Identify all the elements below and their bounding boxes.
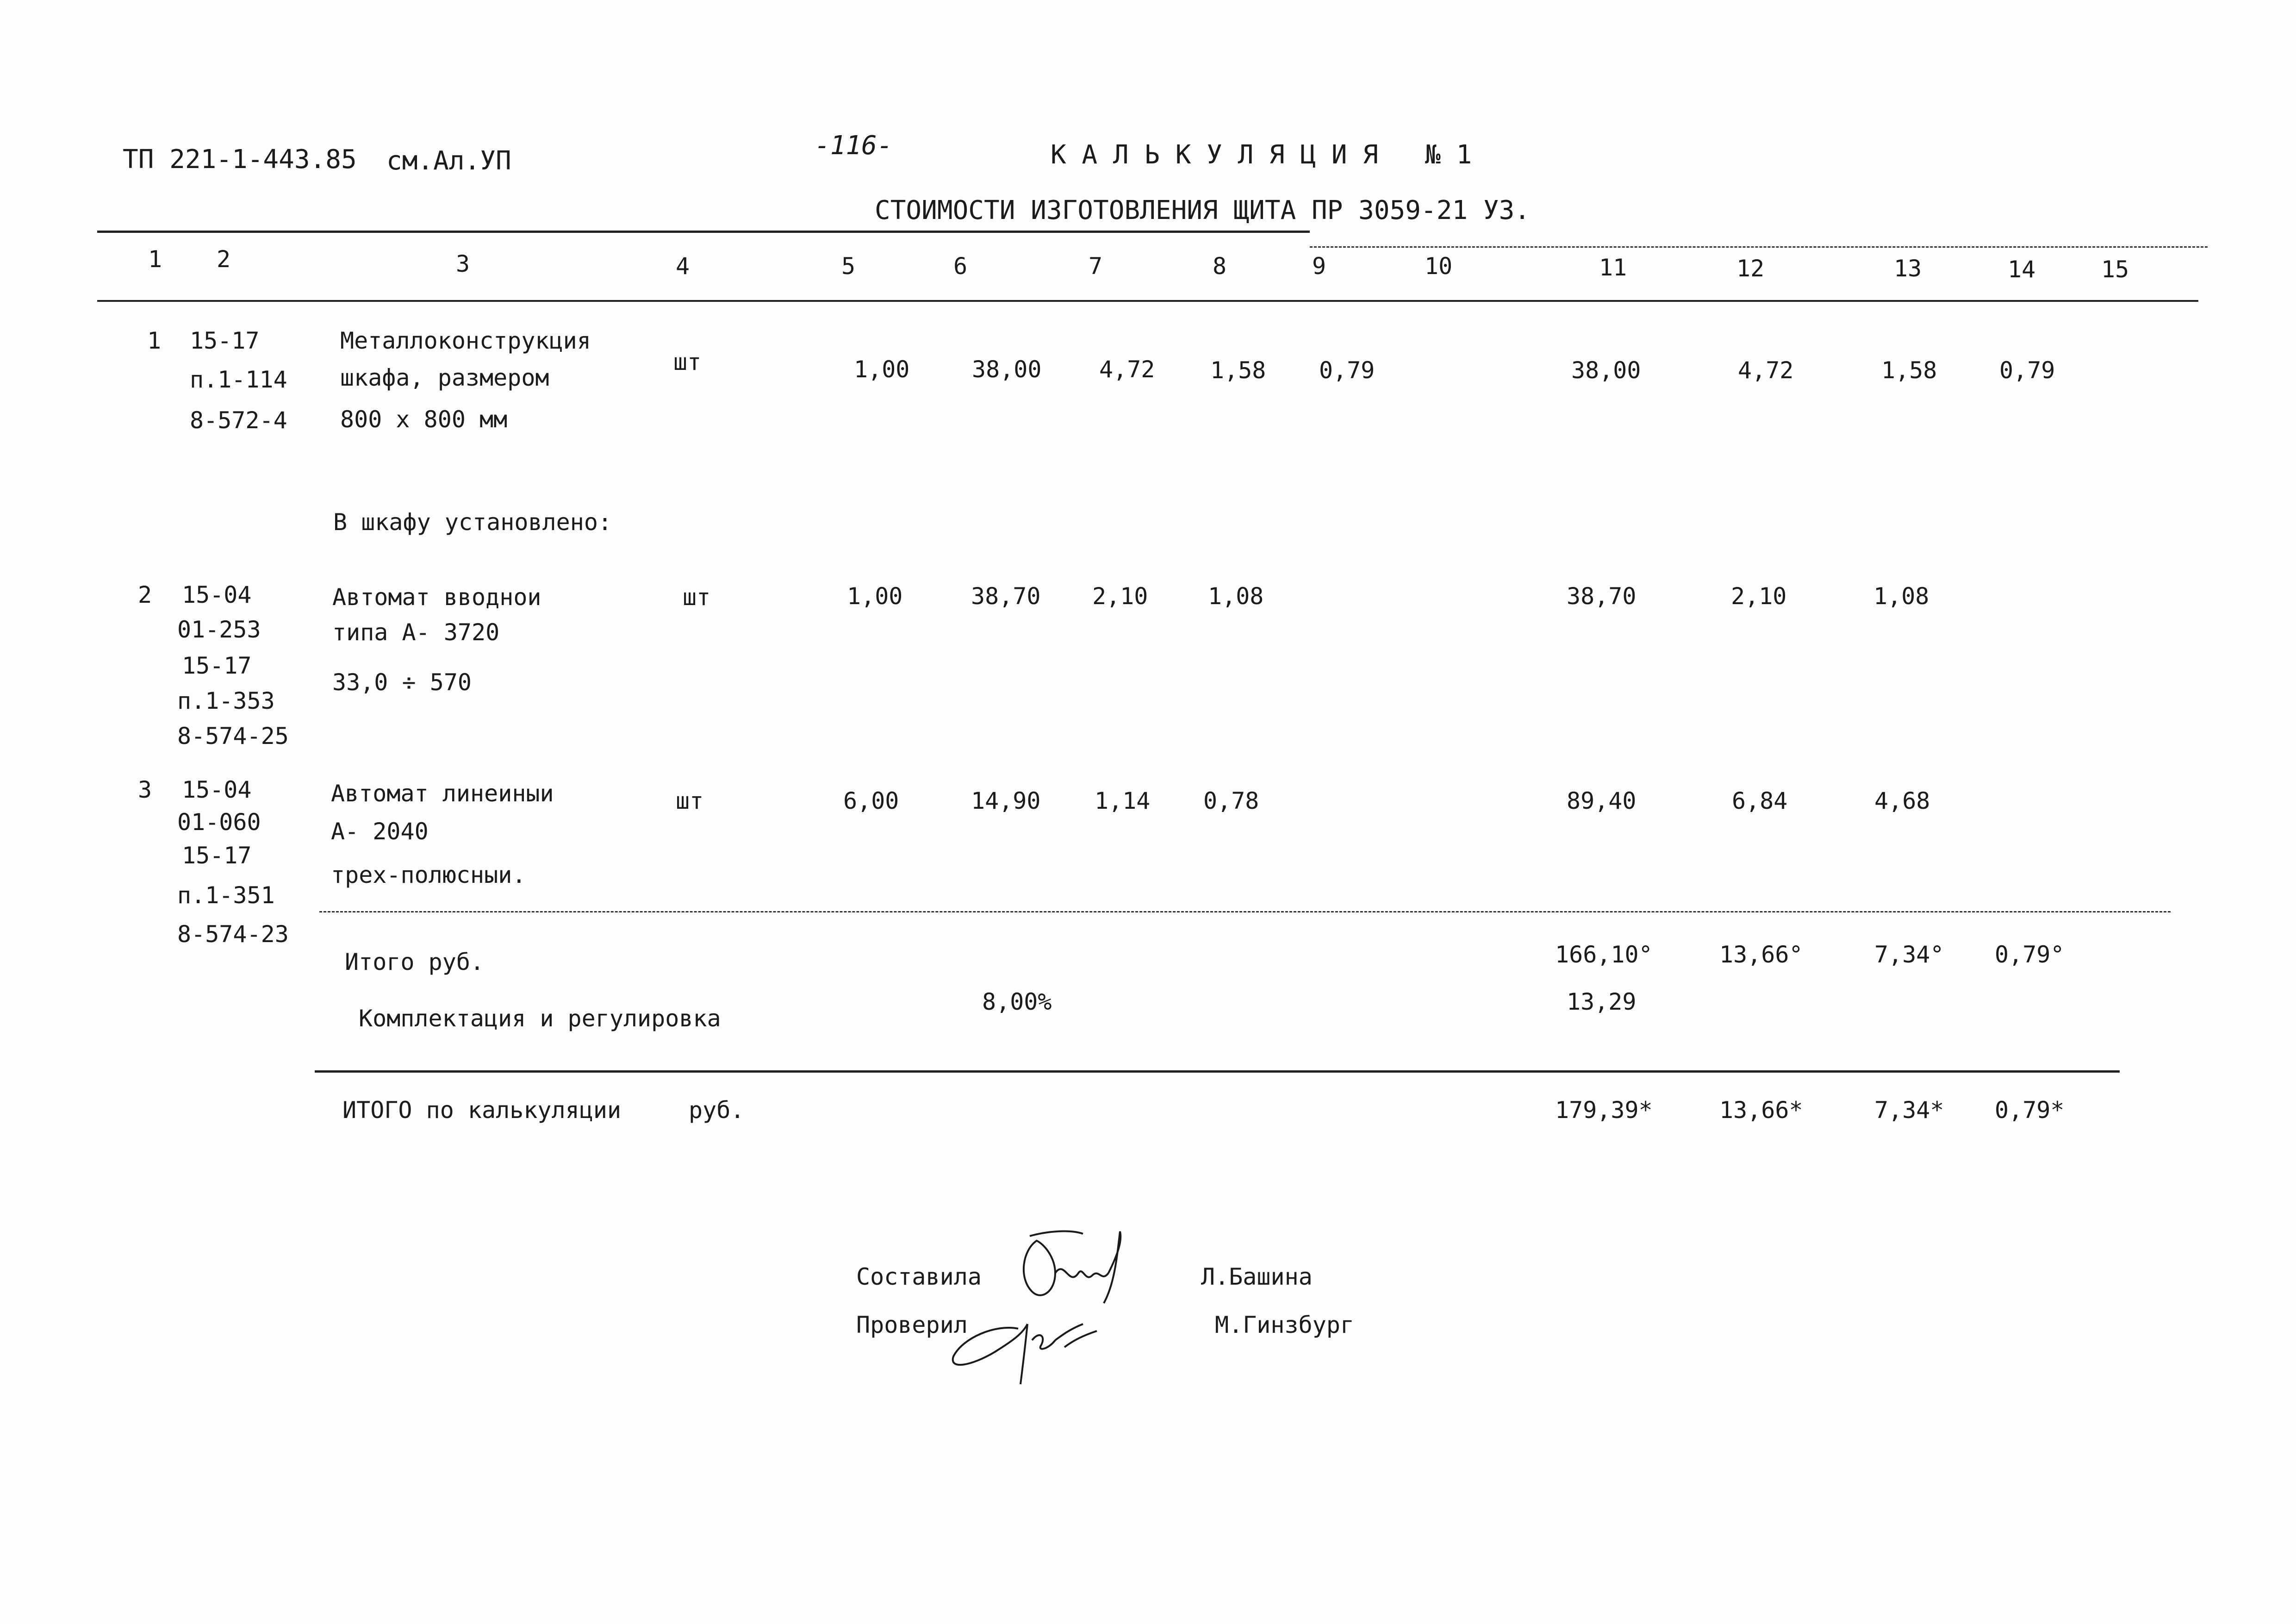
column-header: 2 xyxy=(217,246,231,273)
column-header: 13 xyxy=(1894,255,1922,282)
compiled-by-label: Составила xyxy=(856,1263,982,1290)
header-bottom-rule xyxy=(97,300,2198,302)
item-description: 800 х 800 мм xyxy=(340,406,508,433)
norm-code: 15-17 xyxy=(190,327,260,354)
unit-price: 14,90 xyxy=(971,787,1041,814)
norm-code: п.1-353 xyxy=(177,687,275,714)
compiled-by-name: Л.Башина xyxy=(1201,1263,1313,1290)
col12-value: 6,84 xyxy=(1732,787,1788,814)
total-rule xyxy=(315,1070,2120,1073)
item-description: типа А- 3720 xyxy=(332,619,500,646)
item-description: шкафа, размером xyxy=(340,364,549,391)
item-description: Автомат вводнои xyxy=(332,584,541,611)
column-header: 1 xyxy=(148,246,162,273)
norm-code: 15-17 xyxy=(182,842,252,869)
norm-code: п.1-351 xyxy=(177,882,275,909)
grand-total-col11: 179,39* xyxy=(1555,1097,1653,1124)
norm-code: 8-574-25 xyxy=(177,723,289,750)
assembly-col11: 13,29 xyxy=(1567,988,1636,1015)
unit: шт xyxy=(683,584,711,611)
quantity: 6,00 xyxy=(843,787,899,814)
section-note: В шкафу установлено: xyxy=(333,509,612,536)
quantity: 1,00 xyxy=(847,583,903,610)
column-header: 12 xyxy=(1736,255,1765,282)
column-header: 11 xyxy=(1599,254,1627,281)
column-header: 7 xyxy=(1089,253,1103,280)
grand-total-col12: 13,66* xyxy=(1719,1097,1803,1124)
row-number: 2 xyxy=(138,581,152,608)
grand-total-unit: руб. xyxy=(689,1097,745,1124)
col8-value: 1,58 xyxy=(1210,357,1266,384)
subtotal-col11: 166,10° xyxy=(1555,941,1653,968)
item-description: Металлоконструкция xyxy=(340,327,591,354)
item-description: трех-полюсныи. xyxy=(331,862,526,888)
norm-code: п.1-114 xyxy=(190,366,287,393)
unit-price: 38,00 xyxy=(972,356,1042,383)
col8-value: 1,08 xyxy=(1208,583,1264,610)
norm-code: 8-574-23 xyxy=(177,921,289,948)
norm-code: 8-572-4 xyxy=(190,407,287,434)
col7-value: 4,72 xyxy=(1099,356,1155,383)
col14-value: 0,79 xyxy=(1999,357,2055,384)
column-header: 4 xyxy=(676,253,690,280)
row-number: 3 xyxy=(138,776,152,803)
item-description: А- 2040 xyxy=(331,818,429,845)
checked-by-label: Проверил xyxy=(856,1312,968,1338)
unit: шт xyxy=(676,787,704,814)
top-rule-dashed xyxy=(1310,246,2208,248)
column-header: 10 xyxy=(1425,253,1453,280)
subtotal-rule xyxy=(319,911,2171,912)
column-header: 8 xyxy=(1213,253,1227,280)
column-header: 9 xyxy=(1312,253,1326,280)
page-number: -116- xyxy=(815,131,893,161)
assembly-percent: 8,00% xyxy=(982,988,1052,1015)
document-code: ТП 221-1-443.85 xyxy=(123,144,357,175)
subtotal-col13: 7,34° xyxy=(1874,941,1944,968)
top-rule xyxy=(97,231,1310,233)
grand-total-col14: 0,79* xyxy=(1995,1097,2065,1124)
document-subtitle: СТОИМОСТИ ИЗГОТОВЛЕНИЯ ЩИТА ПР 3059-21 УЗ. xyxy=(875,195,1531,225)
col12-value: 4,72 xyxy=(1738,357,1794,384)
unit-price: 38,70 xyxy=(971,583,1041,610)
col13-value: 1,08 xyxy=(1873,583,1929,610)
grand-total-label: ИТОГО по калькуляции xyxy=(342,1097,622,1124)
col9-value: 0,79 xyxy=(1319,357,1375,384)
subtotal-label: Итого руб. xyxy=(345,949,485,975)
col11-value: 89,40 xyxy=(1567,787,1636,814)
assembly-label: Комплектация и регулировка xyxy=(359,1005,721,1032)
column-header: 5 xyxy=(841,253,856,280)
document-title: К А Л Ь К У Л Я Ц И Я № 1 xyxy=(1051,140,1472,170)
album-reference: см.Ал.УП xyxy=(386,146,511,176)
subtotal-col12: 13,66° xyxy=(1719,941,1803,968)
col7-value: 1,14 xyxy=(1095,787,1151,814)
col11-value: 38,70 xyxy=(1567,583,1636,610)
row-number: 1 xyxy=(147,327,162,354)
checked-by-name: М.Гинзбург xyxy=(1215,1312,1355,1338)
handwritten-signature-2 xyxy=(944,1296,1120,1389)
column-header: 14 xyxy=(2008,256,2036,283)
subtotal-col14: 0,79° xyxy=(1995,941,2065,968)
col13-value: 4,68 xyxy=(1874,787,1930,814)
norm-code: 01-253 xyxy=(177,616,261,643)
quantity: 1,00 xyxy=(854,356,910,383)
col7-value: 2,10 xyxy=(1092,583,1148,610)
col8-value: 0,78 xyxy=(1203,787,1259,814)
grand-total-col13: 7,34* xyxy=(1874,1097,1944,1124)
norm-code: 01-060 xyxy=(177,809,261,836)
norm-code: 15-04 xyxy=(182,581,252,608)
col12-value: 2,10 xyxy=(1731,583,1787,610)
norm-code: 15-17 xyxy=(182,652,252,679)
unit: шт xyxy=(673,349,702,375)
item-description: 33,0 ÷ 570 xyxy=(332,669,472,696)
item-description: Автомат линеиныи xyxy=(331,780,554,807)
col13-value: 1,58 xyxy=(1881,357,1937,384)
column-header: 3 xyxy=(456,250,470,277)
column-header: 6 xyxy=(953,253,968,280)
col11-value: 38,00 xyxy=(1571,357,1641,384)
column-header: 15 xyxy=(2101,256,2129,283)
norm-code: 15-04 xyxy=(182,776,252,803)
